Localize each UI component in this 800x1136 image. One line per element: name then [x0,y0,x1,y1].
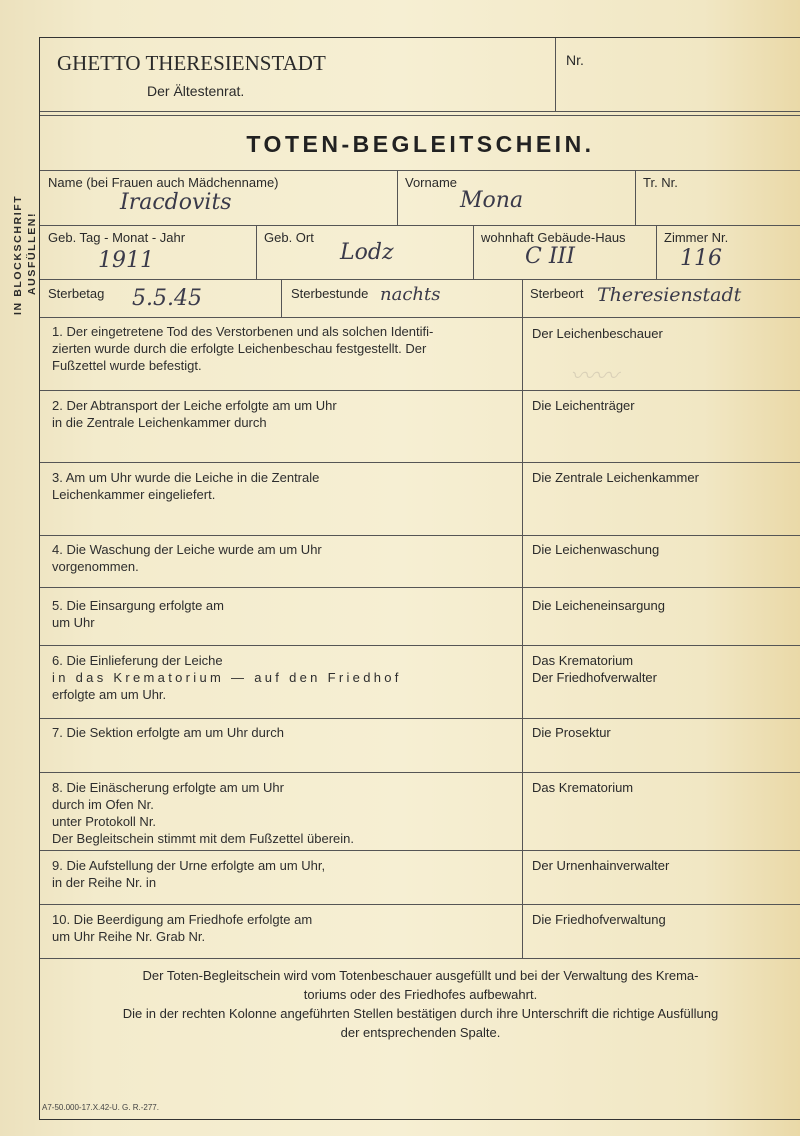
nr-label: Nr. [566,52,584,68]
name-label: Name (bei Frauen auch Mädchenname) [48,175,279,190]
step-4-right: Die Leichenwaschung [532,542,660,557]
print-code: A7-50.000-17.X.42-U. G. R.-277. [42,1103,159,1112]
step-5-right: Die Leicheneinsargung [532,598,665,613]
step-4: 4. Die Waschung der Leiche wurde am um Uhr vorgenommen. [52,542,322,574]
form-title: TOTEN-BEGLEITSCHEIN. [246,131,595,157]
zimmer-label: Zimmer Nr. [664,230,729,245]
side-text-2: AUSFÜLLEN! [26,211,38,295]
sterbetag-label: Sterbetag [48,286,105,301]
sterbestunde-value[interactable]: nachts [380,284,441,305]
side-text-1: IN BLOCKSCHRIFT [12,194,24,315]
step-6: 6. Die Einlieferung der Leiche in das Krematorium — auf den Friedhof erfolgte am um Uhr. [52,653,402,702]
zimmer-value[interactable]: 116 [680,246,722,271]
step-8: 8. Die Einäscherung erfolgte am um Uhr durch im Ofen Nr. unter Protokoll Nr. Der Begleitschein stimmt mit dem Fußzettel überein. [52,780,354,846]
death-certificate-form [39,37,800,1120]
geb-ort-label: Geb. Ort [264,230,314,245]
wohnhaft-value[interactable]: C III [525,244,575,269]
org-subtitle: Der Ältestenrat. [147,83,245,99]
org-title: GHETTO THERESIENSTADT [57,51,326,75]
step-9-right: Der Urnenhainverwalter [532,858,670,873]
step-1-right: Der Leichenbeschauer [532,326,663,341]
step-3: 3. Am um Uhr wurde die Leiche in die Zentrale Leichenkammer eingeliefert. [52,470,320,502]
step-10-right: Die Friedhofverwaltung [532,912,666,927]
step-5: 5. Die Einsargung erfolgte am um Uhr [52,598,224,630]
tr-nr-label: Tr. Nr. [643,175,678,190]
step-8-right: Das Krematorium [532,780,634,795]
step-9: 9. Die Aufstellung der Urne erfolgte am um Uhr, in der Reihe Nr. in [52,858,326,890]
step-3-right: Die Zentrale Leichenkammer [532,470,699,485]
step-2-right: Die Leichenträger [532,398,635,413]
signature-stamp: 〰〰 [570,362,618,390]
geb-tag-label: Geb. Tag - Monat - Jahr [48,230,186,245]
step-7: 7. Die Sektion erfolgte am um Uhr durch [52,725,284,740]
sterbeort-value[interactable]: Theresienstadt [597,284,742,306]
vorname-value[interactable]: Mona [460,188,524,213]
wohnhaft-label: wohnhaft Gebäude-Haus [481,230,626,245]
sterbetag-value[interactable]: 5.5.45 [132,286,202,311]
step-7-right: Die Prosektur [532,725,611,740]
side-instruction [4,160,40,320]
step-6-right-2: Der Friedhofverwalter [532,670,657,685]
step-6-right-1: Das Krematorium [532,653,634,668]
step-10: 10. Die Beerdigung am Friedhofe erfolgte am um Uhr Reihe Nr. Grab Nr. [52,912,313,944]
sterbestunde-label: Sterbestunde [291,286,369,301]
geb-ort-value[interactable]: Lodz [340,240,394,265]
step-2: 2. Der Abtransport der Leiche erfolgte am um Uhr in die Zentrale Leichenkammer durch [52,398,337,430]
sterbeort-label: Sterbeort [530,286,584,301]
vorname-label: Vorname [405,175,458,190]
footer-note: Der Toten-Begleitschein wird vom Totenbeschauer ausgefüllt und bei der Verwaltung des Krema- toriums oder des Friedhofes aufbewahrt. Die in der rechten Kolonne angeführten Stellen bestätigen durch ihre Unterschrift die richtige Ausfüllung der entsprechenden Spalte. [122,968,719,1040]
step-1: 1. Der eingetretene Tod des Verstorbenen und als solchen Identifi- zierten wurde durch die erfolgte Leichenbeschau festgestellt. Der Fußzettel wurde befestigt. [52,324,434,373]
geb-tag-value[interactable]: 1911 [98,248,154,273]
name-value[interactable]: Iracdovits [120,190,232,215]
